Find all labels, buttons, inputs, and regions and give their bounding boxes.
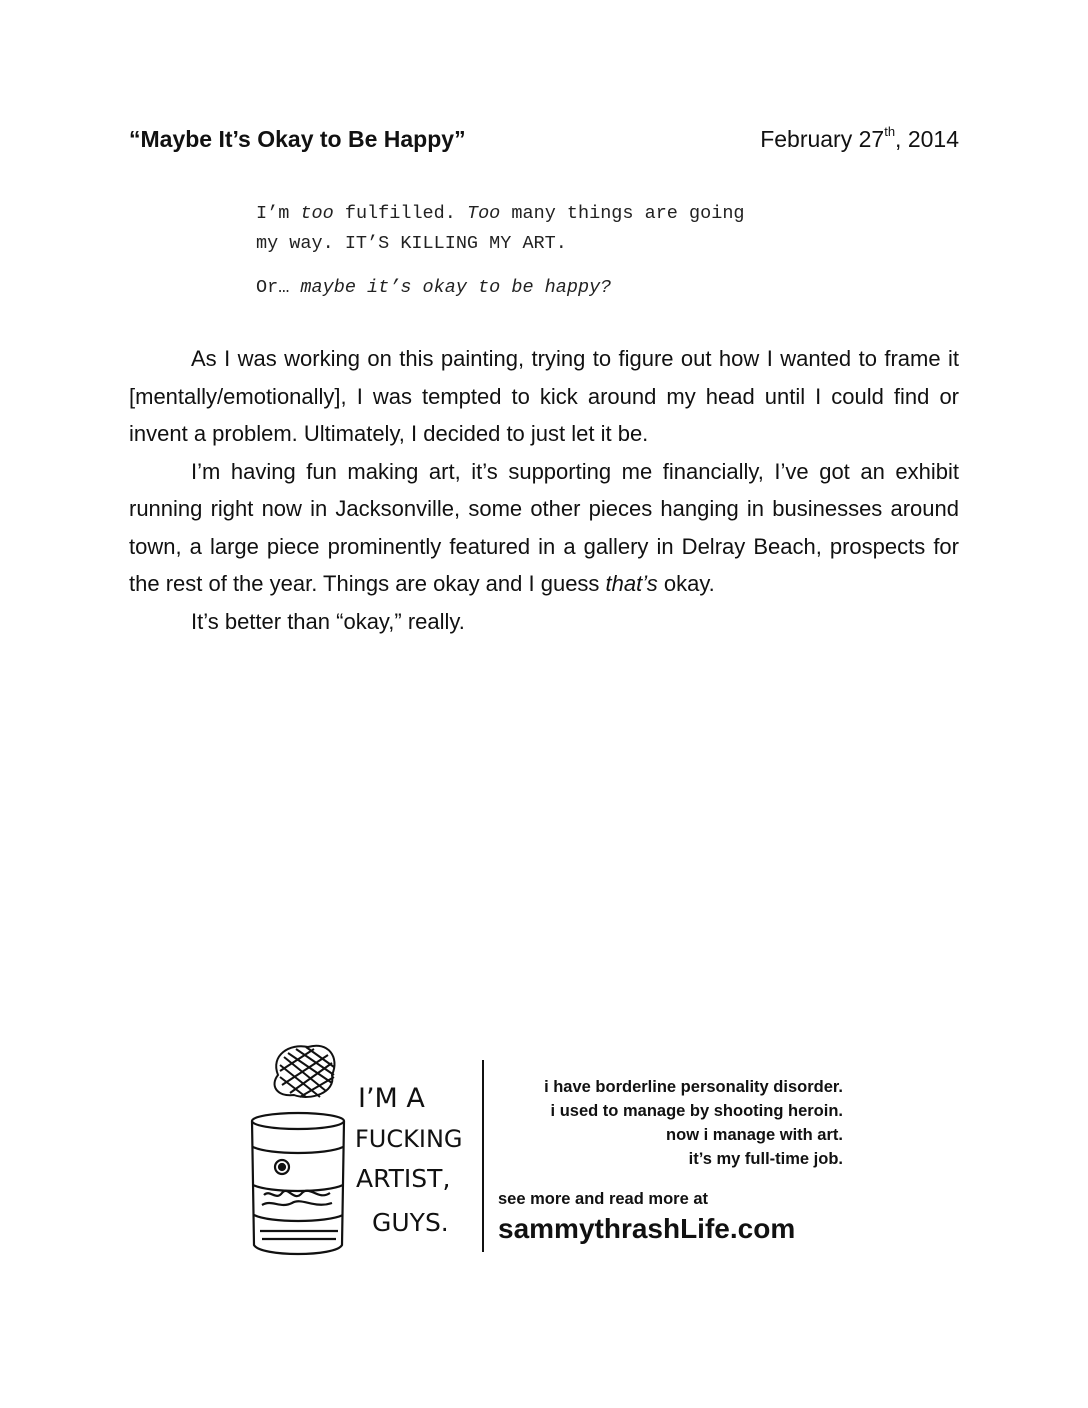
date-prefix: February 27 [760, 126, 885, 152]
footer-line-1: i have borderline personality disorder. [544, 1078, 843, 1096]
footer-line-4: it’s my full-time job. [688, 1150, 843, 1168]
epigraph [256, 199, 876, 303]
footer-line-3: now i manage with art. [666, 1126, 843, 1144]
document-header [129, 126, 959, 166]
epigraph-line-3 [256, 273, 876, 303]
paragraph-2-emphasis: that’s [605, 571, 658, 596]
footer-text [498, 1075, 843, 1245]
footer-banner [240, 1035, 860, 1265]
body-text [129, 340, 959, 640]
logo-handwriting [355, 1083, 463, 1237]
epigraph-line-1 [256, 199, 876, 229]
paragraph-2-a: I’m having fun making art, it’s supporting me financially, I’ve got an exhibit running right now in Jacksonville, some other pieces hanging in businesses around town, a large piece prominently featured in a gallery in Delray Beach, prospects for the rest of the year. Things are okay and I guess [129, 458, 959, 596]
paragraph-3: It’s better than “okay,” really. [191, 608, 465, 634]
epigraph-line-1-c: fulfilled. [333, 203, 467, 224]
epigraph-line-2: my way. IT’S KILLING MY ART. [256, 233, 567, 254]
date-ordinal: th [884, 124, 896, 140]
footer-divider [482, 1060, 484, 1252]
footer-line-2: i used to manage by shooting heroin. [550, 1102, 843, 1120]
logo-line-4: GUYS. [372, 1208, 449, 1237]
epigraph-line-1-b: too [300, 203, 334, 224]
can-lid-scribble [275, 1046, 335, 1097]
epigraph-line-1-d: Too [466, 203, 501, 224]
epigraph-line-3-b: maybe it’s okay to be happy? [300, 277, 612, 298]
logo-line-2: FUCKING [355, 1125, 463, 1153]
footer-cta: see more and read more at [498, 1190, 709, 1208]
page-title: “Maybe It’s Okay to Be Happy” [129, 126, 466, 152]
paragraph-2-c: okay. [657, 571, 715, 596]
footer-site-link[interactable]: sammythrashLife.com [498, 1213, 796, 1244]
soup-can-logo [240, 1035, 480, 1265]
epigraph-line-1-a: I’m [256, 203, 301, 224]
logo-line-3: ARTIST, [356, 1164, 451, 1193]
date-suffix: , 2014 [895, 126, 959, 152]
logo-line-1: I’M A [358, 1083, 425, 1114]
can-body [252, 1113, 344, 1254]
post-date [760, 126, 959, 153]
epigraph-line-1-e: many things are going [500, 203, 745, 224]
paragraph-1: As I was working on this painting, trying to figure out how I wanted to frame it [mentally/emotionally], I was tempted to kick around my head until I could find or invent a problem. Ultimately, I decided to just let it be. [129, 346, 959, 446]
paragraph-2 [129, 453, 959, 603]
epigraph-line-3-a: Or… [256, 277, 301, 298]
